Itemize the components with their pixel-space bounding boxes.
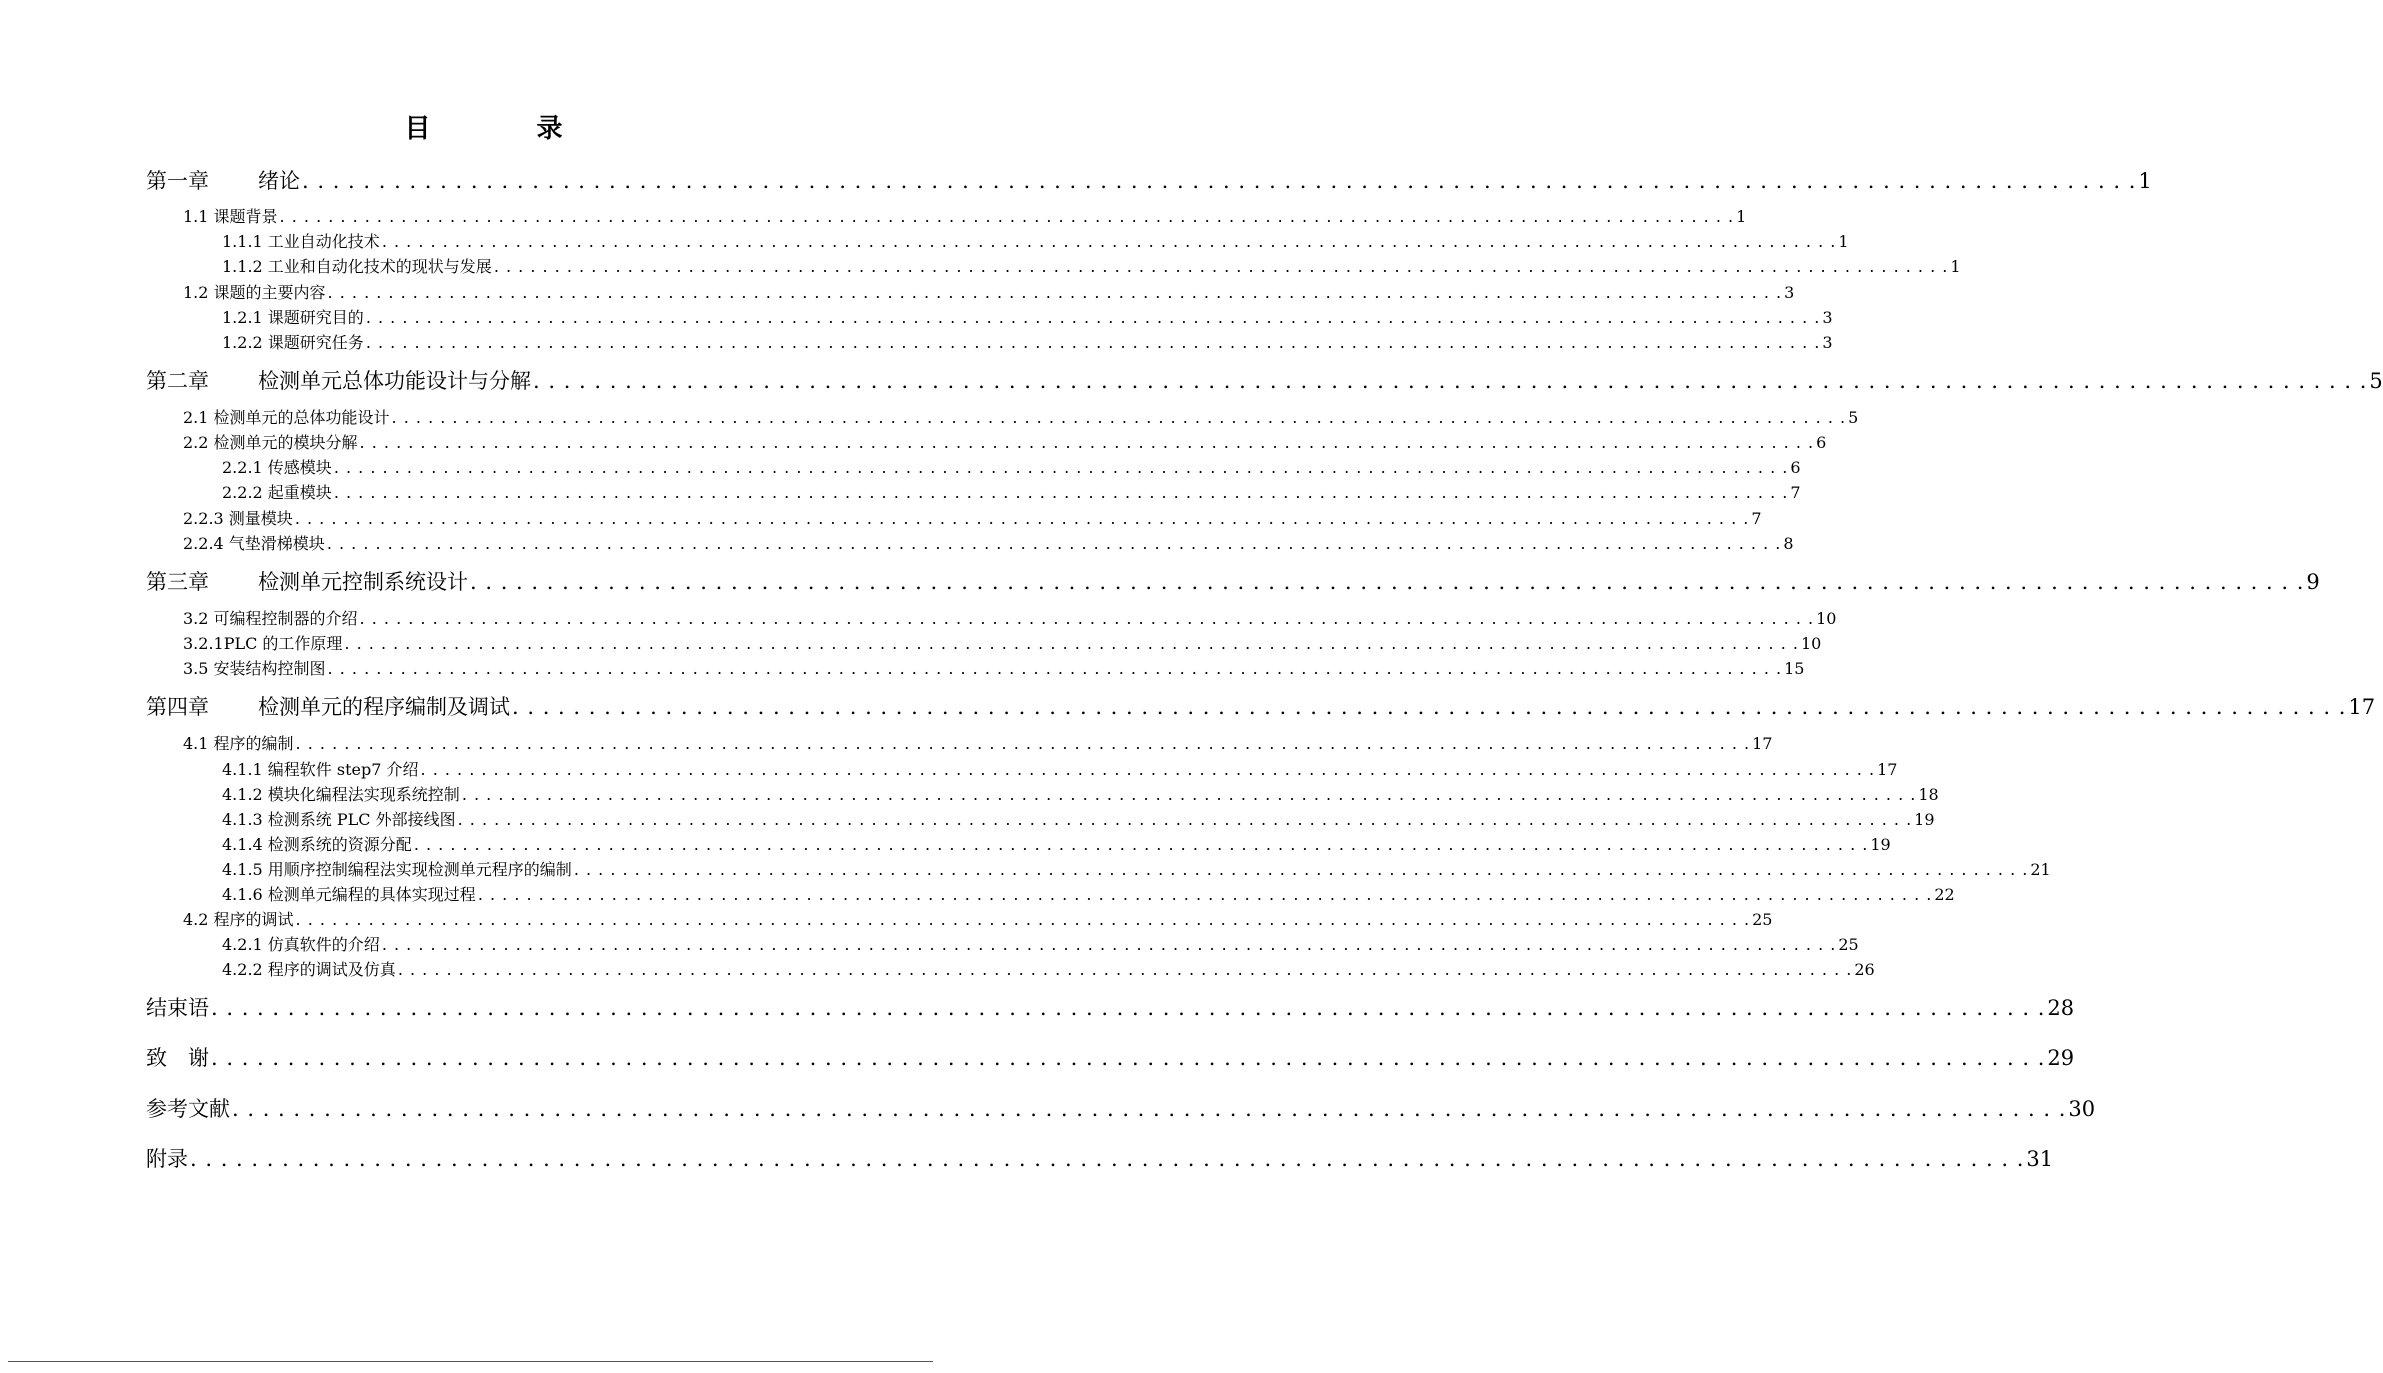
toc-subsection-entry[interactable] xyxy=(222,305,1833,327)
toc-entry-title: 4.1.6 检测单元编程的具体实现过程 xyxy=(222,885,476,904)
toc-page-number: 22 xyxy=(1934,885,1955,904)
toc-page-number: 18 xyxy=(1918,785,1939,804)
toc-section-entry[interactable] xyxy=(183,531,1794,553)
toc-page-number: 17 xyxy=(1752,734,1773,753)
toc-entry-title: 4.1.5 用顺序控制编程法实现检测单元程序的编制 xyxy=(222,860,572,879)
dot-leader: . . . . . . . . . . . . . . . . . . . . . . . . . . . . . . . . . . . . . . . . . . . . . . . . . . . . . . . . . . . . . . . . . . . . . . . . . . . . . . . . . . . . . . . . . . . . . . . . . . . . . . . . . . . . . . . . . . . . . . . . xyxy=(533,369,2368,393)
toc-entry-title: 4.2.1 仿真软件的介绍 xyxy=(222,935,380,954)
toc-entry-title: 2.1 检测单元的总体功能设计 xyxy=(183,408,390,427)
dot-leader: . . . . . . . . . . . . . . . . . . . . . . . . . . . . . . . . . . . . . . . . . . . . . . . . . . . . . . . . . . . . . . . . . . . . . . . . . . . . . . . . . . . . . . . . . . . . . . . . . . . . . . . . . . . . . . . . . . . . . . . . xyxy=(359,609,1815,628)
toc-page-number: 6 xyxy=(1816,433,1827,452)
dot-leader: . . . . . . . . . . . . . . . . . . . . . . . . . . . . . . . . . . . . . . . . . . . . . . . . . . . . . . . . . . . . . . . . . . . . . . . . . . . . . . . . . . . . . . . . . . . . . . . . . . . . . . . . . . . . . . . . . . . . . . . . xyxy=(295,910,1751,929)
toc-entry-title: 1.1.2 工业和自动化技术的现状与发展 xyxy=(222,257,492,276)
toc-entry-title: 4.1.2 模块化编程法实现系统控制 xyxy=(222,785,460,804)
toc-entry-label xyxy=(183,405,390,428)
toc-page-number: 21 xyxy=(2030,860,2051,879)
chapter-number: 第三章 xyxy=(146,570,209,594)
toc-page-number: 6 xyxy=(1790,458,1801,477)
toc-page-number: 17 xyxy=(2348,695,2376,719)
toc-section-entry[interactable] xyxy=(183,405,1859,427)
dot-leader: . . . . . . . . . . . . . . . . . . . . . . . . . . . . . . . . . . . . . . . . . . . . . . . . . . . . . . . . . . . . . . . . . . . . . . . . . . . . . . . . . . . . . . . . . . . . . . . . . . . . . . . . . . . . . . . . . . . . . . . . xyxy=(381,935,1837,954)
page-title: 目 录 xyxy=(404,114,603,144)
dot-leader: . . . . . . . . . . . . . . . . . . . . . . . . . . . . . . . . . . . . . . . . . . . . . . . . . . . . . . . . . . . . . . . . . . . . . . . . . . . . . . . . . . . . . . . . . . . . . . . . . . . . . . . . . . . . . . . . . . . . . . . . xyxy=(461,785,1917,804)
toc-page-number: 19 xyxy=(1870,835,1891,854)
toc-entry-title: 3.5 安装结构控制图 xyxy=(183,659,326,678)
toc-entry-title: 2.2 检测单元的模块分解 xyxy=(183,433,358,452)
toc-subsection-entry[interactable] xyxy=(222,832,1891,854)
toc-chapter-entry[interactable] xyxy=(146,992,2075,1022)
dot-leader: . . . . . . . . . . . . . . . . . . . . . . . . . . . . . . . . . . . . . . . . . . . . . . . . . . . . . . . . . . . . . . . . . . . . . . . . . . . . . . . . . . . . . . . . . . . . . . . . . . . . . . . . . . . . . . . . . . . . . . . . xyxy=(211,1046,2046,1070)
toc-subsection-entry[interactable] xyxy=(222,480,1801,502)
toc-chapter-entry[interactable] xyxy=(146,1093,2096,1123)
toc-entry-label xyxy=(222,455,332,478)
toc-entry-title: 4.2.2 程序的调试及仿真 xyxy=(222,960,396,979)
toc-entry-label xyxy=(222,832,412,855)
toc-chapter-entry[interactable] xyxy=(146,691,2376,721)
toc-section-entry[interactable] xyxy=(183,204,1747,226)
toc-page-number: 1 xyxy=(1736,207,1747,226)
dot-leader: . . . . . . . . . . . . . . . . . . . . . . . . . . . . . . . . . . . . . . . . . . . . . . . . . . . . . . . . . . . . . . . . . . . . . . . . . . . . . . . . . . . . . . . . . . . . . . . . . . . . . . . . . . . . . . . . . . . . . . . . xyxy=(457,810,1913,829)
toc-entry-label xyxy=(146,992,209,1022)
dot-leader: . . . . . . . . . . . . . . . . . . . . . . . . . . . . . . . . . . . . . . . . . . . . . . . . . . . . . . . . . . . . . . . . . . . . . . . . . . . . . . . . . . . . . . . . . . . . . . . . . . . . . . . . . . . . . . . . . . . . . . . . xyxy=(279,207,1735,226)
toc-page-number: 7 xyxy=(1790,483,1801,502)
dot-leader: . . . . . . . . . . . . . . . . . . . . . . . . . . . . . . . . . . . . . . . . . . . . . . . . . . . . . . . . . . . . . . . . . . . . . . . . . . . . . . . . . . . . . . . . . . . . . . . . . . . . . . . . . . . . . . . . . . . . . . . . xyxy=(493,257,1949,276)
dot-leader: . . . . . . . . . . . . . . . . . . . . . . . . . . . . . . . . . . . . . . . . . . . . . . . . . . . . . . . . . . . . . . . . . . . . . . . . . . . . . . . . . . . . . . . . . . . . . . . . . . . . . . . . . . . . . . . . . . . . . . . . xyxy=(381,232,1837,251)
dot-leader: . . . . . . . . . . . . . . . . . . . . . . . . . . . . . . . . . . . . . . . . . . . . . . . . . . . . . . . . . . . . . . . . . . . . . . . . . . . . . . . . . . . . . . . . . . . . . . . . . . . . . . . . . . . . . . . . . . . . . . . . xyxy=(295,734,1751,753)
dot-leader: . . . . . . . . . . . . . . . . . . . . . . . . . . . . . . . . . . . . . . . . . . . . . . . . . . . . . . . . . . . . . . . . . . . . . . . . . . . . . . . . . . . . . . . . . . . . . . . . . . . . . . . . . . . . . . . . . . . . . . . . xyxy=(391,408,1847,427)
toc-entry-title: 2.2.1 传感模块 xyxy=(222,458,332,477)
toc-entry-title: 4.2 程序的调试 xyxy=(183,910,294,929)
chapter-number: 第二章 xyxy=(146,369,209,393)
toc-page-number: 17 xyxy=(1877,760,1898,779)
toc-subsection-entry[interactable] xyxy=(222,857,2051,879)
toc-entry-title: 1.2.1 课题研究目的 xyxy=(222,308,364,327)
toc-section-entry[interactable] xyxy=(183,907,1773,929)
toc-page-number: 1 xyxy=(1838,232,1849,251)
toc-entry-title: 2.2.4 气垫滑梯模块 xyxy=(183,534,325,553)
toc-entry-title: 1.1.1 工业自动化技术 xyxy=(222,232,380,251)
toc-entry-label xyxy=(222,957,396,980)
dot-leader: . . . . . . . . . . . . . . . . . . . . . . . . . . . . . . . . . . . . . . . . . . . . . . . . . . . . . . . . . . . . . . . . . . . . . . . . . . . . . . . . . . . . . . . . . . . . . . . . . . . . . . . . . . . . . . . . . . . . . . . . xyxy=(365,308,1821,327)
toc-entry-title: 结束语 xyxy=(146,996,209,1020)
toc-section-entry[interactable] xyxy=(183,606,1837,628)
chapter-number: 第四章 xyxy=(146,695,209,719)
toc-entry-label xyxy=(183,506,293,529)
toc-entry-label xyxy=(222,857,572,880)
toc-subsection-entry[interactable] xyxy=(222,807,1935,829)
toc-entry-title: 2.2.3 测量模块 xyxy=(183,509,293,528)
toc-page-number: 8 xyxy=(1783,534,1794,553)
toc-entry-title: 1.2.2 课题研究任务 xyxy=(222,333,364,352)
toc-entry-title: 致 谢 xyxy=(146,1046,209,1070)
dot-leader: . . . . . . . . . . . . . . . . . . . . . . . . . . . . . . . . . . . . . . . . . . . . . . . . . . . . . . . . . . . . . . . . . . . . . . . . . . . . . . . . . . . . . . . . . . . . . . . . . . . . . . . . . . . . . . . . . . . . . . . . xyxy=(397,960,1853,979)
dot-leader: . . . . . . . . . . . . . . . . . . . . . . . . . . . . . . . . . . . . . . . . . . . . . . . . . . . . . . . . . . . . . . . . . . . . . . . . . . . . . . . . . . . . . . . . . . . . . . . . . . . . . . . . . . . . . . . . . . . . . . . . xyxy=(327,283,1783,302)
toc-entry-title: 3.2 可编程控制器的介绍 xyxy=(183,609,358,628)
toc-entry-label xyxy=(222,807,456,830)
toc-page-number: 7 xyxy=(1751,509,1762,528)
toc-subsection-entry[interactable] xyxy=(222,229,1849,251)
toc-entry-label xyxy=(183,731,294,754)
toc-chapter-entry[interactable] xyxy=(146,365,2383,395)
toc-page-number: 3 xyxy=(1822,308,1833,327)
toc-subsection-entry[interactable] xyxy=(222,455,1801,477)
toc-entry-label xyxy=(222,229,380,252)
toc-entry-label xyxy=(183,907,294,930)
toc-subsection-entry[interactable] xyxy=(222,254,1961,276)
dot-leader: . . . . . . . . . . . . . . . . . . . . . . . . . . . . . . . . . . . . . . . . . . . . . . . . . . . . . . . . . . . . . . . . . . . . . . . . . . . . . . . . . . . . . . . . . . . . . . . . . . . . . . . . . . . . . . . . . . . . . . . . xyxy=(294,509,1750,528)
toc-entry-title: 4.1.1 编程软件 step7 介绍 xyxy=(222,760,419,779)
toc-entry-title: 附录 xyxy=(146,1147,188,1171)
dot-leader: . . . . . . . . . . . . . . . . . . . . . . . . . . . . . . . . . . . . . . . . . . . . . . . . . . . . . . . . . . . . . . . . . . . . . . . . . . . . . . . . . . . . . . . . . . . . . . . . . . . . . . . . . . . . . . . . . . . . . . . . xyxy=(477,885,1933,904)
toc-entry-label xyxy=(222,782,460,805)
toc-page-number: 1 xyxy=(2138,169,2152,193)
toc-chapter-entry[interactable] xyxy=(146,566,2320,596)
toc-entry-title: 3.2.1PLC 的工作原理 xyxy=(183,634,343,653)
toc-page-number: 10 xyxy=(1816,609,1837,628)
dot-leader: . . . . . . . . . . . . . . . . . . . . . . . . . . . . . . . . . . . . . . . . . . . . . . . . . . . . . . . . . . . . . . . . . . . . . . . . . . . . . . . . . . . . . . . . . . . . . . . . . . . . . . . . . . . . . . . . . . . . . . . . xyxy=(344,634,1799,653)
toc-section-entry[interactable] xyxy=(183,731,1773,753)
toc-subsection-entry[interactable] xyxy=(222,932,1859,954)
toc-entry-label xyxy=(183,606,358,629)
toc-entry-label xyxy=(222,932,380,955)
toc-entry-label xyxy=(222,882,476,905)
footer-divider xyxy=(8,1361,933,1362)
toc-subsection-entry[interactable] xyxy=(222,782,1939,804)
toc-page-number: 26 xyxy=(1854,960,1875,979)
dot-leader: . . . . . . . . . . . . . . . . . . . . . . . . . . . . . . . . . . . . . . . . . . . . . . . . . . . . . . . . . . . . . . . . . . . . . . . . . . . . . . . . . . . . . . . . . . . . . . . . . . . . . . . . . . . . . . . . . . . . . . . . xyxy=(327,659,1783,678)
toc-entry-title: 4.1 程序的编制 xyxy=(183,734,294,753)
toc-page-number: 29 xyxy=(2047,1046,2075,1070)
toc-entry-label xyxy=(146,365,531,395)
chapter-number: 第一章 xyxy=(146,169,209,193)
toc-page-number: 28 xyxy=(2047,996,2075,1020)
toc-page-number: 3 xyxy=(1784,283,1795,302)
toc-entry-label xyxy=(222,480,332,503)
toc-chapter-entry[interactable] xyxy=(146,165,2152,195)
toc-subsection-entry[interactable] xyxy=(222,330,1833,352)
dot-leader: . . . . . . . . . . . . . . . . . . . . . . . . . . . . . . . . . . . . . . . . . . . . . . . . . . . . . . . . . . . . . . . . . . . . . . . . . . . . . . . . . . . . . . . . . . . . . . . . . . . . . . . . . . . . . . . . . . . . . . . . xyxy=(470,570,2305,594)
toc-entry-label xyxy=(222,757,419,780)
dot-leader: . . . . . . . . . . . . . . . . . . . . . . . . . . . . . . . . . . . . . . . . . . . . . . . . . . . . . . . . . . . . . . . . . . . . . . . . . . . . . . . . . . . . . . . . . . . . . . . . . . . . . . . . . . . . . . . . . . . . . . . . xyxy=(211,996,2046,1020)
toc-subsection-entry[interactable] xyxy=(222,957,1875,979)
toc-entry-title: 1.1 课题背景 xyxy=(183,207,278,226)
toc-entry-label xyxy=(183,280,326,303)
dot-leader: . . . . . . . . . . . . . . . . . . . . . . . . . . . . . . . . . . . . . . . . . . . . . . . . . . . . . . . . . . . . . . . . . . . . . . . . . . . . . . . . . . . . . . . . . . . . . . . . . . . . . . . . . . . . . . . . . . . . . . . . xyxy=(512,695,2347,719)
dot-leader: . . . . . . . . . . . . . . . . . . . . . . . . . . . . . . . . . . . . . . . . . . . . . . . . . . . . . . . . . . . . . . . . . . . . . . . . . . . . . . . . . . . . . . . . . . . . . . . . . . . . . . . . . . . . . . . . . . . . . . . . xyxy=(333,483,1789,502)
toc-entry-label xyxy=(222,305,364,328)
toc-entry-label xyxy=(183,656,326,679)
dot-leader: . . . . . . . . . . . . . . . . . . . . . . . . . . . . . . . . . . . . . . . . . . . . . . . . . . . . . . . . . . . . . . . . . . . . . . . . . . . . . . . . . . . . . . . . . . . . . . . . . . . . . . . . . . . . . . . . . . . . . . . . xyxy=(190,1147,2025,1171)
toc-section-entry[interactable] xyxy=(183,631,1822,653)
dot-leader: . . . . . . . . . . . . . . . . . . . . . . . . . . . . . . . . . . . . . . . . . . . . . . . . . . . . . . . . . . . . . . . . . . . . . . . . . . . . . . . . . . . . . . . . . . . . . . . . . . . . . . . . . . . . . . . . . . . . . . . . xyxy=(232,1097,2067,1121)
toc-page-number: 10 xyxy=(1800,634,1822,653)
toc-chapter-entry[interactable] xyxy=(146,1042,2075,1072)
toc-entry-label xyxy=(183,631,342,654)
toc-section-entry[interactable] xyxy=(183,506,1762,528)
dot-leader: . . . . . . . . . . . . . . . . . . . . . . . . . . . . . . . . . . . . . . . . . . . . . . . . . . . . . . . . . . . . . . . . . . . . . . . . . . . . . . . . . . . . . . . . . . . . . . . . . . . . . . . . . . . . . . . . . . . . . . . . xyxy=(413,835,1869,854)
toc-page-number: 25 xyxy=(1752,910,1773,929)
toc-page-number: 5 xyxy=(2369,369,2383,393)
toc-entry-title: 检测单元的程序编制及调试 xyxy=(258,695,510,719)
dot-leader: . . . . . . . . . . . . . . . . . . . . . . . . . . . . . . . . . . . . . . . . . . . . . . . . . . . . . . . . . . . . . . . . . . . . . . . . . . . . . . . . . . . . . . . . . . . . . . . . . . . . . . . . . . . . . . . . . . . . . . . . xyxy=(420,760,1876,779)
toc-page-number: 1 xyxy=(1950,257,1961,276)
dot-leader: . . . . . . . . . . . . . . . . . . . . . . . . . . . . . . . . . . . . . . . . . . . . . . . . . . . . . . . . . . . . . . . . . . . . . . . . . . . . . . . . . . . . . . . . . . . . . . . . . . . . . . . . . . . . . . . . . . . . . . . . xyxy=(359,433,1815,452)
dot-leader: . . . . . . . . . . . . . . . . . . . . . . . . . . . . . . . . . . . . . . . . . . . . . . . . . . . . . . . . . . . . . . . . . . . . . . . . . . . . . . . . . . . . . . . . . . . . . . . . . . . . . . . . . . . . . . . . . . . . . . . . xyxy=(573,860,2029,879)
toc-page-number: 19 xyxy=(1914,810,1935,829)
toc-entry-label xyxy=(183,531,325,554)
toc-entry-title: 绪论 xyxy=(258,169,300,193)
dot-leader: . . . . . . . . . . . . . . . . . . . . . . . . . . . . . . . . . . . . . . . . . . . . . . . . . . . . . . . . . . . . . . . . . . . . . . . . . . . . . . . . . . . . . . . . . . . . . . . . . . . . . . . . . . . . . . . . . . . . . . . . xyxy=(365,333,1821,352)
toc-page-number: 30 xyxy=(2068,1097,2096,1121)
toc-chapter-entry[interactable] xyxy=(146,1143,2054,1173)
toc-subsection-entry[interactable] xyxy=(222,882,1955,904)
toc-entry-title: 参考文献 xyxy=(146,1097,230,1121)
toc-entry-label xyxy=(183,430,358,453)
toc-entry-title: 1.2 课题的主要内容 xyxy=(183,283,326,302)
toc-page-number: 31 xyxy=(2026,1147,2054,1171)
toc-entry-title: 4.1.3 检测系统 PLC 外部接线图 xyxy=(222,810,456,829)
toc-entry-title: 检测单元总体功能设计与分解 xyxy=(258,369,531,393)
toc-entry-label xyxy=(146,1042,209,1072)
dot-leader: . . . . . . . . . . . . . . . . . . . . . . . . . . . . . . . . . . . . . . . . . . . . . . . . . . . . . . . . . . . . . . . . . . . . . . . . . . . . . . . . . . . . . . . . . . . . . . . . . . . . . . . . . . . . . . . . . . . . . . . . xyxy=(302,169,2137,193)
toc-section-entry[interactable] xyxy=(183,656,1805,678)
toc-subsection-entry[interactable] xyxy=(222,757,1898,779)
toc-page-number: 3 xyxy=(1822,333,1833,352)
toc-entry-label xyxy=(146,1143,188,1173)
toc-entry-label xyxy=(146,691,510,721)
toc-entry-label xyxy=(146,1093,230,1123)
toc-entry-label xyxy=(146,566,468,596)
toc-page-number: 9 xyxy=(2306,570,2320,594)
toc-entry-label xyxy=(222,254,492,277)
toc-section-entry[interactable] xyxy=(183,280,1795,302)
toc-entry-label xyxy=(222,330,364,353)
toc-page-number: 15 xyxy=(1784,659,1805,678)
toc-entry-label xyxy=(183,204,278,227)
dot-leader: . . . . . . . . . . . . . . . . . . . . . . . . . . . . . . . . . . . . . . . . . . . . . . . . . . . . . . . . . . . . . . . . . . . . . . . . . . . . . . . . . . . . . . . . . . . . . . . . . . . . . . . . . . . . . . . . . . . . . . . . xyxy=(333,458,1789,477)
toc-entry-title: 检测单元控制系统设计 xyxy=(258,570,468,594)
toc-page-number: 25 xyxy=(1838,935,1859,954)
toc-page-number: 5 xyxy=(1848,408,1859,427)
dot-leader: . . . . . . . . . . . . . . . . . . . . . . . . . . . . . . . . . . . . . . . . . . . . . . . . . . . . . . . . . . . . . . . . . . . . . . . . . . . . . . . . . . . . . . . . . . . . . . . . . . . . . . . . . . . . . . . . . . . . . . . . xyxy=(326,534,1782,553)
toc-section-entry[interactable] xyxy=(183,430,1827,452)
toc-entry-title: 2.2.2 起重模块 xyxy=(222,483,332,502)
toc-entry-label xyxy=(146,165,300,195)
toc-entry-title: 4.1.4 检测系统的资源分配 xyxy=(222,835,412,854)
